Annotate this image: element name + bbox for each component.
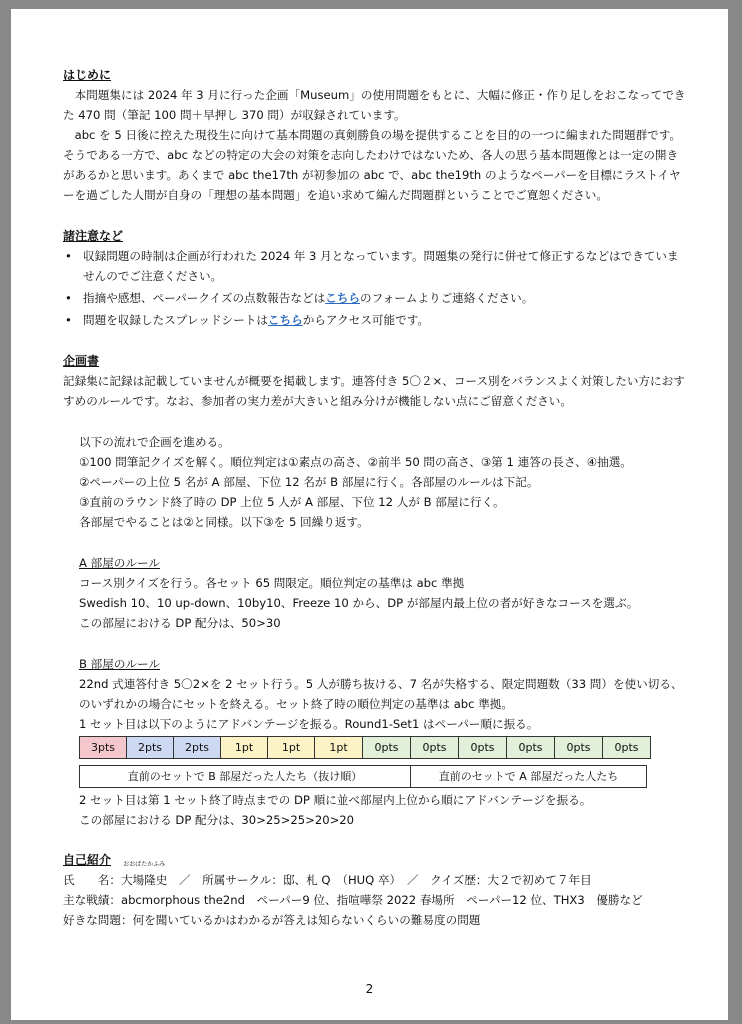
- advantage-cell: 1pt: [315, 737, 363, 759]
- profile-line-1: [63, 861, 687, 890]
- profile-line-3: 好きな問題：何を聞いているかはわかるが答えは知らないくらいの難易度の問題: [63, 913, 481, 927]
- flow-line-3: ②ペーパーの上位 5 名が A 部屋、下位 12 名が B 部屋に行く。各部屋のルールは下記。: [79, 475, 539, 489]
- notes-item-3-post: からアクセス可能です。: [302, 313, 429, 327]
- profile-line-1-rest: ／ 所属サークル：邸、札 Q （HUQ 卒） ／ クイズ歴：大２で初めて７年目: [167, 873, 592, 887]
- advantage-cell: 0pts: [555, 737, 603, 759]
- room-b-heading: B 部屋のルール: [79, 657, 160, 671]
- advantage-row: [80, 737, 651, 759]
- advantage-cell: 1pt: [268, 737, 315, 759]
- room-b-after-1: 2 セット目は第 1 セット終了時点までの DP 順に並べ部屋内上位から順にアドバンテージを振る。: [79, 793, 592, 807]
- room-b-line-2: 1 セット目は以下のようにアドバンテージを振る。Round1-Set1 はペーパー順に振る。: [79, 717, 539, 731]
- seat-split-row: [79, 765, 647, 788]
- advantage-cell: 1pt: [221, 737, 268, 759]
- flow-line-4: ③直前のラウンド終了時の DP 上位 5 人が A 部屋、下位 12 人が B 部屋に行く。: [79, 495, 505, 509]
- advantage-cell: 0pts: [363, 737, 411, 759]
- plan-flow: [63, 432, 687, 830]
- notes-item-1: [63, 246, 687, 286]
- profile-name: [120, 861, 168, 890]
- seat-split-right: 直前のセットで A 部屋だった人たち: [438, 770, 619, 783]
- advantage-cell: 3pts: [80, 737, 127, 759]
- advantage-cell: 0pts: [459, 737, 507, 759]
- room-a-line-3: この部屋における DP 配分は、50>30: [79, 616, 281, 630]
- intro-heading: はじめに: [63, 68, 112, 82]
- page-content: [63, 65, 687, 930]
- notes-item-3: [63, 310, 687, 330]
- notes-item-2-post: のフォームよりご連絡ください。: [360, 291, 534, 305]
- profile-heading: 自己紹介: [63, 853, 112, 867]
- profile-name-text: 大場隆史: [120, 873, 168, 887]
- room-a-line-1: コース別クイズを行う。各セット 65 問限定。順位判定の基準は abc 準拠: [79, 576, 465, 590]
- flow-line-5: 各部屋でやることは②と同様。以下③を 5 回繰り返す。: [79, 515, 369, 529]
- feedback-form-link[interactable]: こちら: [325, 291, 360, 305]
- flow-line-1: 以下の流れで企画を進める。: [79, 435, 230, 449]
- notes-item-2: [63, 288, 687, 308]
- advantage-cell: 2pts: [174, 737, 221, 759]
- intro-paragraph-1: 本問題集には 2024 年 3 月に行った企画「Museum」の使用問題をもとに、大幅に修正・作り足しをおこなってできた 470 問（筆記 100 問＋早押し 370 問）が収録されています。: [63, 88, 686, 122]
- profile-name-ruby: おおばたかふみ: [123, 861, 166, 868]
- plan-paragraph: 記録集に記録は記載していませんが概要を掲載します。連答付き 5〇２×、コース別をバランスよく対策したい方におすすめのルールです。なお、参加者の実力差が大きいと組み分けが機能しない点にご留意ください。: [63, 374, 685, 408]
- advantage-cell: 0pts: [507, 737, 555, 759]
- advantage-table: [79, 736, 651, 759]
- profile-name-label: 氏 名：: [63, 873, 121, 887]
- notes-item-1-text: 収録問題の時制は企画が行われた 2024 年 3 月となっています。問題集の発行に併せて修正するなどはできていませんのでご注意ください。: [83, 249, 679, 283]
- plan-heading: 企画書: [63, 354, 100, 368]
- page-number: 2: [365, 982, 374, 996]
- profile-line-2: 主な戦績：abcmorphous the2nd ペーパー9 位、指喧嘩祭 2022 春場所 ペーパー12 位、THX3 優勝など: [63, 893, 643, 907]
- notes-list: [63, 246, 687, 330]
- room-b-line-1: 22nd 式連答付き 5〇2×を 2 セット行う。5 人が勝ち抜ける、7 名が失格する、限定問題数（33 問）を使い切る、のいずれかの場合にセットを終える。セット終了時の順位判定の基準は abc 準拠。: [79, 677, 683, 711]
- advantage-cell: 2pts: [127, 737, 174, 759]
- notes-item-3-pre: 問題を収録したスプレッドシートは: [83, 313, 268, 327]
- intro-paragraph-2: abc を 5 日後に控えた現役生に向けて基本問題の真剣勝負の場を提供することを目的の一つに編まれた問題群です。そうである一方で、abc などの特定の大会の対策を志向したわけではないため、各人の思う基本問題像とは一定の開きがあるかと思います。あくまで abc the17th が初参加の abc で、abc the19th のようなペーパーを目標にラストイヤーを過ごした人間が自身の「理想の基本問題」を追い求めて編んだ問題群ということでご寛恕ください。: [63, 128, 682, 202]
- notes-heading: 諸注意など: [63, 229, 124, 243]
- advantage-cell: 0pts: [603, 737, 651, 759]
- room-a-line-2: Swedish 10、10 up-down、10by10、Freeze 10 から、DP が部屋内最上位の者が好きなコースを選ぶ。: [79, 596, 639, 610]
- spreadsheet-link[interactable]: こちら: [267, 313, 303, 327]
- advantage-cell: 0pts: [411, 737, 459, 759]
- seat-split-left: 直前のセットで B 部屋だった人たち（抜け順）: [80, 766, 411, 787]
- flow-line-2: ①100 問筆記クイズを解く。順位判定は①素点の高さ、②前半 50 問の高さ、③第 1 連答の長さ、④抽選。: [79, 455, 632, 469]
- room-b-after-2: この部屋における DP 配分は、30>25>25>20>20: [79, 813, 355, 827]
- room-a-heading: A 部屋のルール: [79, 556, 160, 570]
- document-page: [11, 9, 728, 1020]
- notes-item-2-pre: 指摘や感想、ペーパークイズの点数報告などは: [83, 291, 326, 305]
